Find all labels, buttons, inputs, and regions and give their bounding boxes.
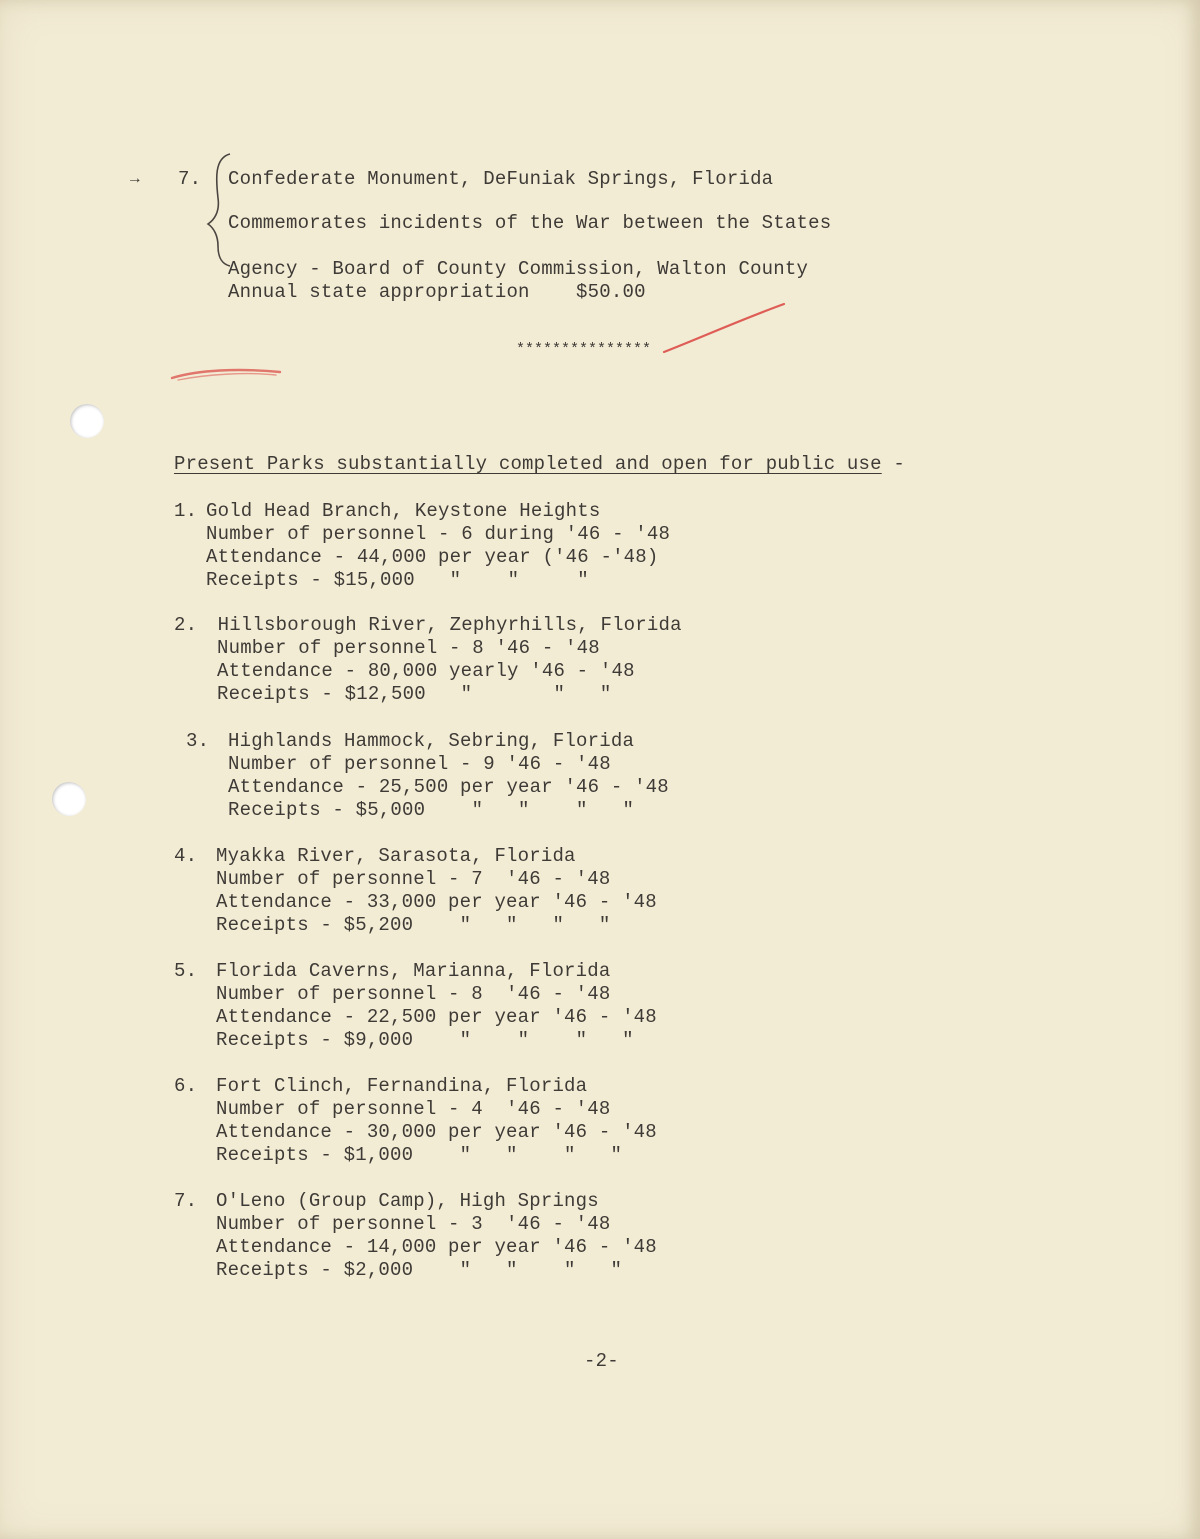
park-attendance: Attendance - 33,000 per year '46 - '48: [216, 891, 657, 913]
park-entry-6: [174, 1075, 794, 1171]
park-entry-3: [186, 730, 806, 826]
park-number: 1.: [174, 500, 198, 522]
red-pencil-mark-left: [168, 362, 288, 386]
item7-agency: Agency - Board of County Commission, Walton County: [228, 258, 809, 280]
park-details: [216, 1190, 657, 1282]
park-personnel: Number of personnel - 7 '46 - '48: [216, 868, 611, 890]
park-number: 3.: [186, 730, 210, 752]
park-receipts: Receipts - $5,200 " " " ": [216, 914, 611, 936]
park-receipts: Receipts - $15,000 " " ": [206, 569, 589, 591]
park-name: Florida Caverns, Marianna, Florida: [216, 960, 611, 982]
park-personnel: Number of personnel - 8 '46 - '48: [217, 637, 600, 659]
park-name: Highlands Hammock, Sebring, Florida: [228, 730, 635, 752]
park-number: 4.: [174, 845, 198, 867]
red-pencil-mark-right: [660, 300, 790, 360]
park-details: [216, 845, 657, 937]
park-number: 6.: [174, 1075, 198, 1097]
item7-description: Commemorates incidents of the War between the States: [228, 212, 832, 234]
park-entry-7: [174, 1190, 794, 1286]
item7-number: 7.: [178, 168, 202, 190]
park-personnel: Number of personnel - 8 '46 - '48: [216, 983, 611, 1005]
park-entry-4: [174, 845, 794, 941]
park-details: [206, 500, 670, 592]
park-personnel: Number of personnel - 6 during '46 - '48: [206, 523, 671, 545]
park-details: [216, 960, 657, 1052]
park-details: [228, 730, 669, 822]
park-name: Myakka River, Sarasota, Florida: [216, 845, 576, 867]
park-attendance: Attendance - 30,000 per year '46 - '48: [216, 1121, 657, 1143]
park-personnel: Number of personnel - 4 '46 - '48: [216, 1098, 611, 1120]
park-personnel: Number of personnel - 9 '46 - '48: [228, 753, 611, 775]
park-attendance: Attendance - 22,500 per year '46 - '48: [216, 1006, 657, 1028]
park-entry-5: [174, 960, 794, 1056]
arrow-mark: →: [130, 170, 140, 188]
page-number: -2-: [584, 1350, 619, 1372]
park-attendance: Attendance - 14,000 per year '46 - '48: [216, 1236, 657, 1258]
park-receipts: Receipts - $12,500 " " ": [217, 683, 612, 705]
section-heading: [174, 453, 905, 476]
park-personnel: Number of personnel - 3 '46 - '48: [216, 1213, 611, 1235]
park-receipts: Receipts - $5,000 " " " ": [228, 799, 635, 821]
park-receipts: Receipts - $2,000 " " " ": [216, 1259, 623, 1281]
item7-appropriation: Annual state appropriation $50.00: [228, 281, 646, 303]
park-number: 7.: [174, 1190, 198, 1212]
punch-hole-top: [70, 404, 104, 438]
park-name: Fort Clinch, Fernandina, Florida: [216, 1075, 588, 1097]
park-number: 2.: [174, 614, 198, 636]
park-receipts: Receipts - $9,000 " " " ": [216, 1029, 634, 1051]
park-attendance: Attendance - 80,000 yearly '46 - '48: [217, 660, 635, 682]
park-entry-2: [174, 614, 794, 710]
punch-hole-bottom: [52, 782, 86, 816]
section-heading-text: Present Parks substantially completed and open for public use: [174, 453, 882, 475]
park-number: 5.: [174, 960, 198, 982]
park-details: [206, 614, 682, 706]
park-name: Hillsborough River, Zephyrhills, Florida: [206, 614, 682, 636]
park-attendance: Attendance - 44,000 per year ('46 -'48): [206, 546, 659, 568]
park-receipts: Receipts - $1,000 " " " ": [216, 1144, 623, 1166]
park-attendance: Attendance - 25,500 per year '46 - '48: [228, 776, 669, 798]
park-name: Gold Head Branch, Keystone Heights: [206, 500, 601, 522]
item7-name: Confederate Monument, DeFuniak Springs, Florida: [228, 168, 774, 190]
park-name: O'Leno (Group Camp), High Springs: [216, 1190, 599, 1212]
park-entry-1: [174, 500, 794, 596]
park-details: [216, 1075, 657, 1167]
separator-stars: ***************: [516, 341, 652, 358]
section-heading-dash: -: [881, 453, 905, 475]
